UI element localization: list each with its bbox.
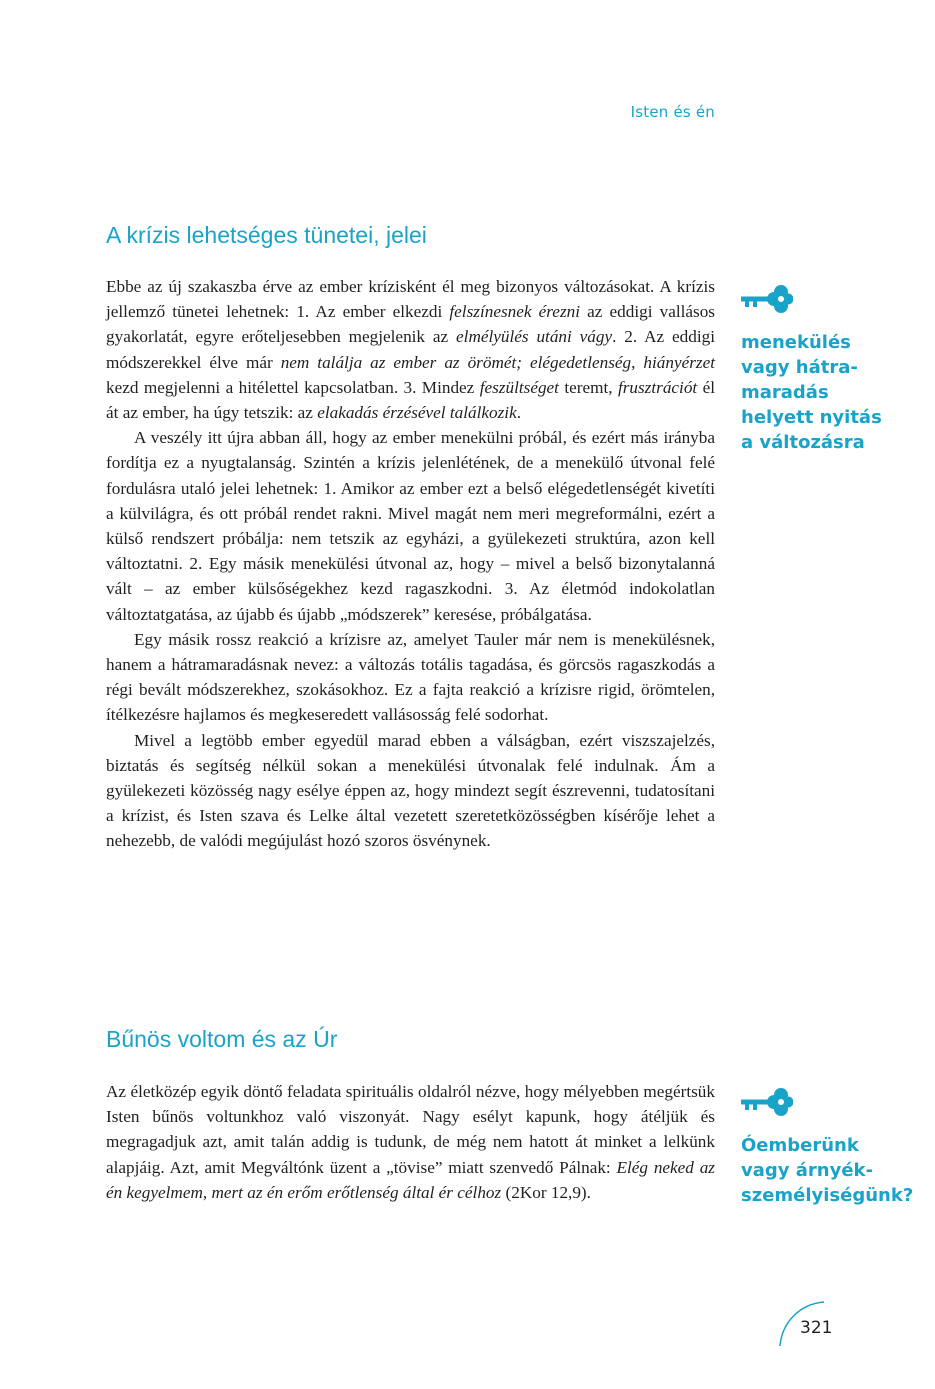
sidenote-text: Óemberünk vagy árnyék- személyiségünk? <box>741 1135 914 1206</box>
sidenote-sin <box>741 1085 921 1208</box>
italic-run: nem találja az ember az örömét; elégedetlenség <box>280 352 632 372</box>
italic-run: Elég neked az én kegyelmem, mert az én erőm erőtlenség által ér célhoz <box>106 1157 715 1202</box>
text-run: (2Kor 12,9). <box>501 1182 591 1202</box>
text-run: Ebbe az új szakaszba érve az ember krízisként él meg bizonyos változásokat. A krízis jellemző tünetei lehetnek: 1. Az ember elkezdi <box>106 277 715 322</box>
key-icon <box>741 282 793 318</box>
text-run: él át az ember, ha úgy tetszik: az <box>106 377 715 423</box>
section-body-sin <box>106 1079 715 1205</box>
text-run: Mivel a legtöbb ember egyedül marad ebben a válságban, ezért viszszajelzés, biztatás és segítség nélkül sokan a menekülési útvonalak felé indulnak. Ám a gyülekezeti közösség nagy esélye éppen az, hogy mindezt segít észrevenni, tudatosítani a krízist, és Isten szava és Lelke által vezetett szeretetközösségben kísérője lehet a nehezebb, de valódi megújulást hozó szoros ösvénynek. <box>106 730 715 851</box>
text-run: Az életközép egyik döntő feladata spirituális oldalról nézve, hogy mélyebben megértsük Isten bűnös voltunkhoz való viszonyát. Nagy esélyt kapunk, hogy átéljük és megragadjuk azt, amit talán addig is tudunk, de még nem hatott át minket a lelkünk alapjáig. Azt, amit Megváltónk üzent a „tövise” miatt szenvedő Pálnak: <box>106 1082 715 1177</box>
body-paragraph <box>106 425 715 627</box>
text-run: . 2. Az eddigi módszerekkel élve már <box>106 327 715 372</box>
text-run: az eddigi vallásos gyakorlatát, egyre erőteljesebben megjelenik az <box>106 302 715 347</box>
text-run: teremt, <box>558 377 618 397</box>
body-paragraph <box>106 1079 715 1205</box>
running-head: Isten és én <box>630 103 715 121</box>
page-number: 321 <box>800 1318 833 1338</box>
sidenote-crisis <box>741 282 921 455</box>
section-title-sin: Bűnös voltom és az Úr <box>106 1026 338 1052</box>
body-paragraph <box>106 728 715 854</box>
text-run: kezd megjelenni a hitélettel kapcsolatban. 3. Mindez <box>106 377 480 397</box>
sidenote-text: menekülés vagy hátra- maradás helyett nyitás a változásra <box>741 332 882 453</box>
section-title-crisis: A krízis lehetséges tünetei, jelei <box>106 222 427 248</box>
italic-run: elmélyülés utáni vágy <box>456 327 613 347</box>
italic-run: feszültséget <box>479 377 559 397</box>
italic-run: felszínesnek érezni <box>449 302 580 322</box>
text-run: A veszély itt újra abban áll, hogy az ember menekülni próbál, és ezért más irányba fordítja ez a nyugtalanság. Szintén a krízis jelenlétének, de a menekülő útvonal felé fordulásra utaló jelei lehetnek: 1. Amikor az ember ezt a belső elégedetlenségét kivetíti a külvilágra, és ott próbál rendet rakni. Mivel magát nem meri megreformálni, ezért a külső rendszert próbálja: nem tetszik az egyházi, a gyülekezeti struktúra, azon kell változtatni. 2. Egy másik menekülési útvonal az, hogy – mivel a belső bizonytalanná vált – az ember külsőségekhez kezd ragaszkodni. 3. Az életmód indokolatlan változtatgatása, az újabb és újabb „módszerek” keresése, próbálgatása. <box>106 428 715 624</box>
section-body-crisis <box>106 274 715 854</box>
italic-run: elakadás érzésével találkozik <box>317 403 517 423</box>
text-run: , <box>631 352 644 372</box>
text-run: Egy másik rossz reakció a krízisre az, amelyet Tauler már nem is menekülésnek, hanem a hátramaradásnak nevez: a változás totális tagadása, és görcsös ragaszkodás a régi bevált módszerekhez, szokásokhoz. Ez a fajta reakció a krízisre rigid, örömtelen, ítélkezésre hajlamos és megkeseredett vallásosság felé sodorhat. <box>106 629 715 725</box>
italic-run: hiányérzet <box>643 352 715 372</box>
body-paragraph <box>106 274 715 425</box>
text-run: . <box>516 403 522 423</box>
italic-run: frusztrációt <box>617 377 698 397</box>
body-paragraph <box>106 627 715 728</box>
key-icon <box>741 1085 793 1121</box>
